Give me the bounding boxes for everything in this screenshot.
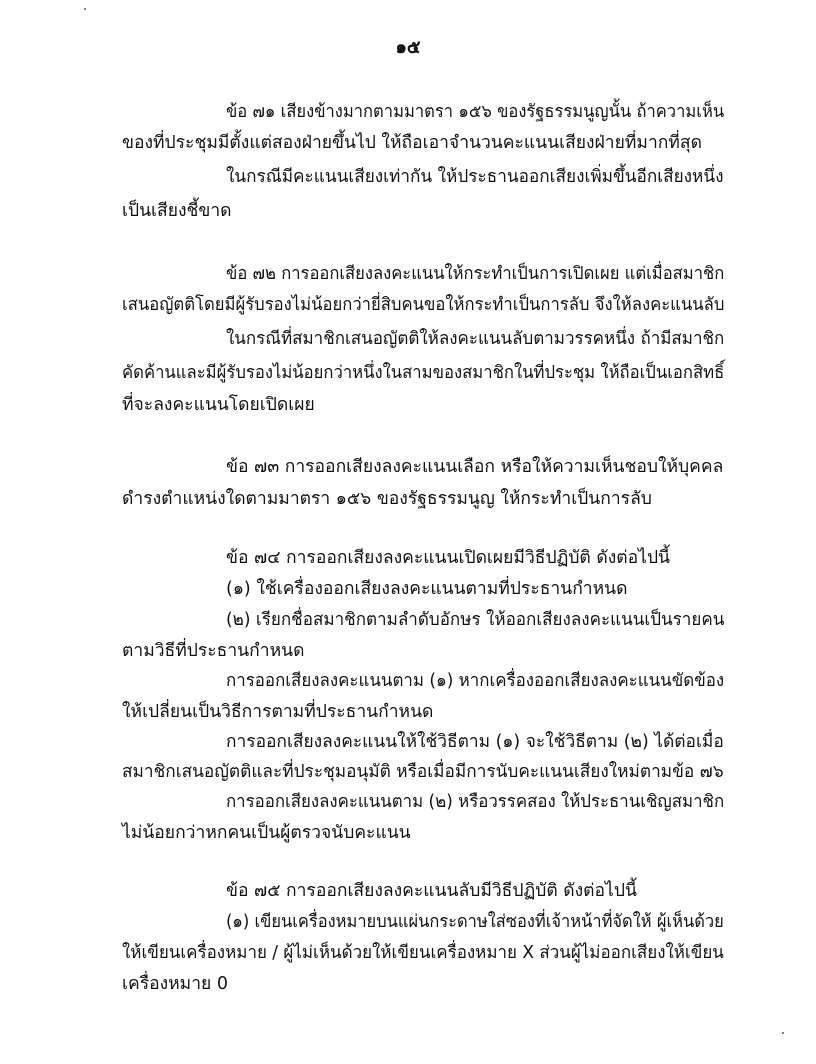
text-line: สมาชิกเสนอญัตติและที่ประชุมอนุมัติ หรือเมื่อมีการนับคะแนนเสียงใหม่ตามข้อ ๗๖ — [122, 762, 724, 782]
text-line: ให้เขียนเครื่องหมาย / ผู้ไม่เห็นด้วยให้เขียนเครื่องหมาย X ส่วนผู้ไม่ออกเสียงให้เขียน — [122, 943, 724, 963]
text-line: เสนอญัตติโดยมีผู้รับรองไม่น้อยกว่ายี่สิบคนขอให้กระทำเป็นการลับ จึงให้ลงคะแนนลับ — [122, 295, 725, 315]
text-line: ของที่ประชุมมีตั้งแต่สองฝ่ายขึ้นไป ให้ถือเอาจำนวนคะแนนเสียงฝ่ายที่มากที่สุด — [122, 133, 702, 153]
text-line: (๒) เรียกชื่อสมาชิกตามลำดับอักษร ให้ออกเสียงลงคะแนนเป็นรายคน — [226, 610, 725, 630]
text-line: ข้อ ๗๔ การออกเสียงลงคะแนนเปิดเผยมีวิธีปฏิบัติ ดังต่อไปนี้ — [226, 548, 671, 568]
text-line: ข้อ ๗๒ การออกเสียงลงคะแนนให้กระทำเป็นการเปิดเผย แต่เมื่อสมาชิก — [226, 264, 725, 284]
scan-speck — [84, 8, 86, 10]
text-line: การออกเสียงลงคะแนนตาม (๑) หากเครื่องออกเสียงลงคะแนนขัดข้อง — [226, 671, 725, 691]
text-line: (๑) ใช้เครื่องออกเสียงลงคะแนนตามที่ประธานกำหนด — [226, 579, 628, 599]
text-line: ในกรณีที่สมาชิกเสนอญัตติให้ลงคะแนนลับตามวรรคหนึ่ง ถ้ามีสมาชิก — [226, 329, 725, 349]
text-line: เครื่องหมาย 0 — [122, 974, 228, 994]
text-line: (๑) เขียนเครื่องหมายบนแผ่นกระดาษใส่ซองที่เจ้าหน้าที่จัดให้ ผู้เห็นด้วย — [226, 912, 724, 932]
page-number: ๑๕ — [395, 37, 421, 58]
text-line: ไม่น้อยกว่าหกคนเป็นผู้ตรวจนับคะแนน — [122, 823, 411, 843]
text-line: ให้เปลี่ยนเป็นวิธีการตามที่ประธานกำหนด — [122, 702, 434, 722]
text-line: ดำรงตำแหน่งใดตามมาตรา ๑๕๖ ของรัฐธรรมนูญ ให้กระทำเป็นการลับ — [122, 489, 652, 509]
scan-speck — [782, 1032, 784, 1034]
text-line: ตามวิธีที่ประธานกำหนด — [122, 641, 305, 661]
text-line: การออกเสียงลงคะแนนให้ใช้วิธีตาม (๑) จะใช้วิธีตาม (๒) ได้ต่อเมื่อ — [226, 732, 724, 752]
text-line: การออกเสียงลงคะแนนตาม (๒) หรือวรรคสอง ให้ประธานเชิญสมาชิก — [226, 792, 725, 812]
text-line: ข้อ ๗๕ การออกเสียงลงคะแนนลับมีวิธีปฏิบัติ ดังต่อไปนี้ — [226, 881, 637, 901]
text-line: ข้อ ๗๑ เสียงข้างมากตามมาตรา ๑๕๖ ของรัฐธรรมนูญนั้น ถ้าความเห็น — [226, 102, 725, 122]
text-line: คัดค้านและมีผู้รับรองไม่น้อยกว่าหนึ่งในสามของสมาชิกในที่ประชุม ให้ถือเป็นเอกสิทธิ์ — [122, 363, 725, 383]
text-line: ข้อ ๗๓ การออกเสียงลงคะแนนเลือก หรือให้ความเห็นชอบให้บุคคล — [226, 457, 724, 477]
text-line: ที่จะลงคะแนนโดยเปิดเผย — [122, 395, 315, 415]
text-line: เป็นเสียงชี้ขาด — [122, 201, 232, 221]
text-line: ในกรณีมีคะแนนเสียงเท่ากัน ให้ประธานออกเสียงเพิ่มขึ้นอีกเสียงหนึ่ง — [226, 167, 724, 187]
